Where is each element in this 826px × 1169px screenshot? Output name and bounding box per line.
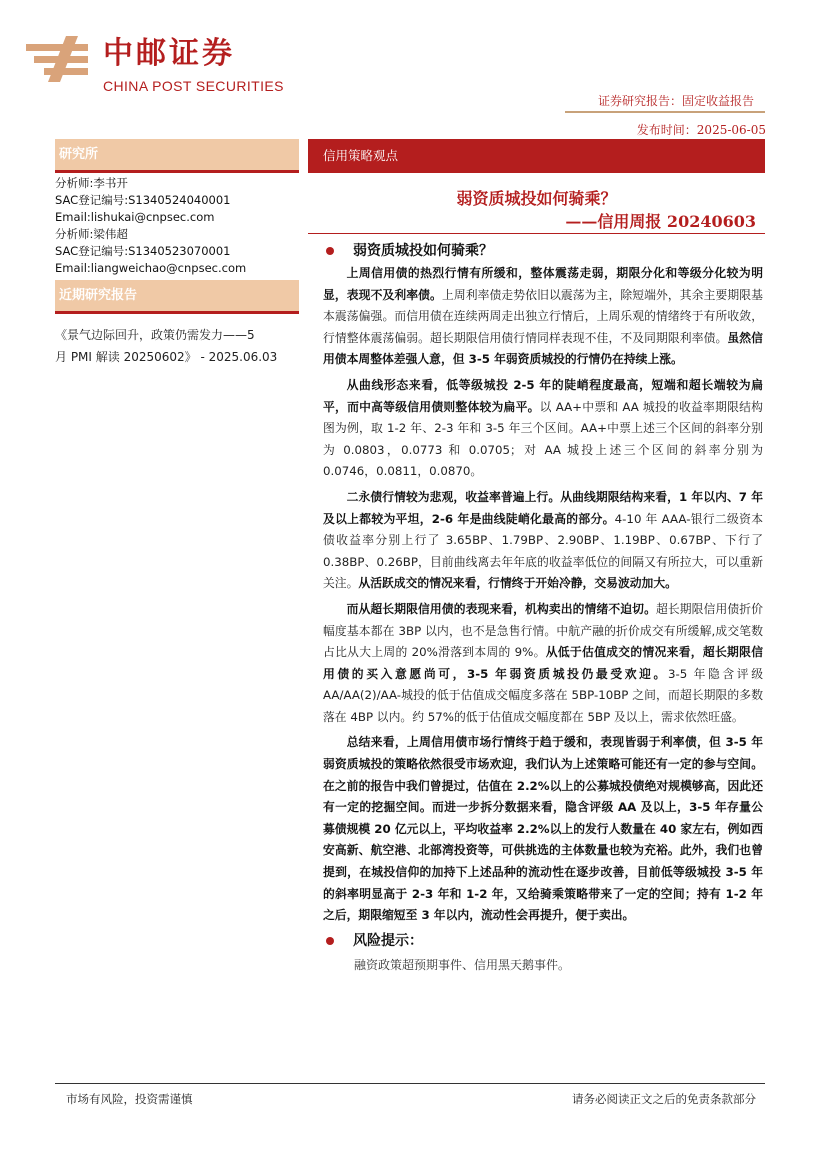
emphasis-text: 而从超长期限信用债的表现来看，机构卖出的情绪不迫切。 <box>346 601 656 616</box>
brand-name-en: CHINA POST SECURITIES <box>103 78 284 94</box>
report-title: 弱资质城投如何骑乘？ <box>456 189 617 208</box>
bullet-icon <box>326 247 334 255</box>
risk-heading-text: 风险提示： <box>353 932 423 949</box>
recent-report-line: 《景气边际回升，政策仍需发力——5 <box>55 328 255 342</box>
section-heading <box>323 239 763 263</box>
publish-date: 发布时间：2025-06-05 <box>636 123 766 137</box>
body-text: 以 AA+中票和 AA 城投的收益率期限结构图为例，取 1-2 年、2-3 年和 3-5 年三个区间。AA+中票上述三个区间的斜率分别为 0.0803，0.0773 和 0.0705；对 AA 城投上述三个区间的斜率分别为 0.0746，0.0811，0.0870。 <box>323 399 763 479</box>
bullet-icon <box>326 937 334 945</box>
recent-reports-label: 近期研究报告 <box>55 280 299 314</box>
section-heading-text: 弱资质城投如何骑乘？ <box>353 243 493 259</box>
emphasis-text: 从活跃成交的情况来看，行情终于开始冷静，交易波动加大。 <box>358 576 677 591</box>
body-text: 3-5 年隐含评级 AA/AA(2)/AA-城投的低于估值成交幅度多落在 5BP-10BP 之间，而超长期限的多数落在 4BP 以内。约 57%的低于估值成交幅度都在 5BP 及以上，需求依然旺盛。 <box>323 666 763 724</box>
body-text: 4-10 年 AAA-银行二级资本债收益率分别上行了 3.65BP、1.79BP、2.90BP、1.19BP、0.67BP、下行了 0.38BP、0.26BP，目前曲线离去年年底的收益率低位的间隔又有所拉大，可以重新关注。 <box>323 511 764 591</box>
brand-name-cn: 中邮证券 <box>103 36 235 71</box>
footer-disclaimer-note: 请务必阅读正文之后的免责条款部分 <box>572 1092 756 1106</box>
recent-report-line: 月 PMI 解读 20250602》 - 2025.06.03 <box>55 350 278 364</box>
title-divider <box>308 233 765 234</box>
footer-risk-note: 市场有风险，投资需谨慎 <box>66 1092 193 1106</box>
analyst-email[interactable]: Email:liangweichao@cnpsec.com <box>55 261 247 275</box>
analyst-info <box>55 173 299 277</box>
sidebar <box>55 139 299 368</box>
institute-label: 研究所 <box>55 139 299 173</box>
emphasis-text: 从曲线形态来看，低等级城投 2-5 年的陡峭程度最高，短端和超长端较为扁平，而中高等级信用债则整体较为扁平。 <box>323 377 763 414</box>
body-text: 超长期限信用债折价幅度基本都在 3BP 以内，也不是急售行情。中航产融的折价成交有所缓解,成交笔数占比从大上周的 20%滑落到本周的 9%。 <box>323 601 763 660</box>
recent-report-item[interactable] <box>55 314 299 368</box>
report-subtitle: ——信用周报 20240603 <box>565 212 756 231</box>
paragraphs <box>323 263 763 927</box>
risk-text: 融资政策超预期事件、信用黑天鹅事件。 <box>354 957 571 972</box>
body-paragraph <box>323 375 763 483</box>
risk-heading <box>323 929 763 953</box>
category-banner: 信用策略观点 <box>308 139 765 173</box>
emphasis-text: 二永债行情较为悲观，收益率普遍上行。从曲线期限结构来看，1 年以内、7 年及以上都较为平坦，2-6 年是曲线陡峭化最高的部分。 <box>323 489 763 526</box>
body-paragraph <box>323 487 763 595</box>
emphasis-text: 上周信用债的热烈行情有所缓和，整体震荡走弱，期限分化和等级分化较为明显，表现不及利率债。 <box>323 266 763 302</box>
body-paragraph <box>323 263 763 371</box>
report-body <box>323 239 763 977</box>
body-text: 上周利率债走势依旧以震荡为主，除短端外，其余主要期限基本震荡偏强。而信用债在连续两周走出独立行情后，上周乐观的情绪终于有所收敛，行情整体震荡偏弱。超长期限信用债行情同样表现不佳，不及同期限利率债。 <box>323 287 763 345</box>
emphasis-text: 总结来看，上周信用债市场行情终于趋于缓和，表现皆弱于利率债，但 3-5 年弱资质城投的策略依然很受市场欢迎，我们认为上述策略可能还有一定的参与空间。在之前的报告中我们曾提过，估值在 2.2%以上的公募城投债绝对规模够高，因此还有一定的挖掘空间。而进一步拆分数据来看，隐含评级 AA 及以上，3-5 年存量公募债规模 20 亿元以上，平均收益率 2.2%以上的发行人数量在 40 家左右，例如西安高新、航空港、北部湾投资等，可供挑选的主体数量也较为充裕。此外，我们也曾提到，在城投信仰的加持下上述品种的流动性在逐步改善，目前低等级城投 3-5 年的斜率明显高于 2-3 年和 1-2 年，又给骑乘策略带来了一定的空间；持有 1-2 年之后，期限缩短至 3 年以内，流动性会再提升，便于卖出。 <box>323 735 763 923</box>
analyst-name: 分析师:李书开 <box>55 176 128 190</box>
analyst-sac: SAC登记编号:S1340524040001 <box>55 193 231 207</box>
report-type: 证券研究报告：固定收益报告 <box>597 94 754 108</box>
footer-divider <box>55 1083 765 1084</box>
body-paragraph <box>323 732 763 926</box>
emphasis-text: 从低于估值成交的情况来看，超长期限信用债的买入意愿尚可，3-5 年弱资质城投仍最受欢迎。 <box>323 645 763 681</box>
china-post-logo <box>26 34 96 84</box>
header-divider <box>565 111 765 113</box>
emphasis-text: 虽然信用债本周整体差强人意，但 3-5 年弱资质城投的行情仍在持续上涨。 <box>323 330 763 367</box>
analyst-name: 分析师:梁伟超 <box>55 227 128 241</box>
analyst-email[interactable]: Email:lishukai@cnpsec.com <box>55 210 215 224</box>
analyst-sac: SAC登记编号:S1340523070001 <box>55 244 231 258</box>
body-paragraph <box>323 599 763 729</box>
